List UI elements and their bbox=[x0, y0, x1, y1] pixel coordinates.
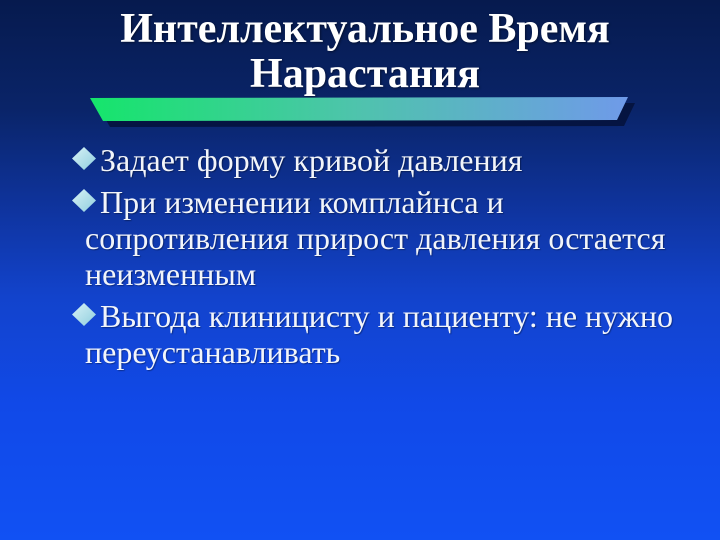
diamond-bullet-icon bbox=[72, 303, 96, 326]
bar-shape bbox=[90, 97, 628, 121]
bullet-item-1 bbox=[0, 142, 712, 178]
bullet-text-line: При изменении комплайнса и bbox=[100, 184, 504, 220]
bullet-text-line: переустанавливать bbox=[85, 334, 341, 370]
bullet-text-line: сопротивления прирост давления остается bbox=[85, 220, 666, 256]
slide-title bbox=[0, 7, 720, 97]
bullet-item-3 bbox=[0, 298, 712, 370]
slide-body bbox=[0, 142, 712, 376]
diamond-bullet-icon bbox=[72, 147, 96, 170]
bullet-text-line: Выгода клиницисту и пациенту: не нужно bbox=[100, 298, 673, 334]
bullet-item-2 bbox=[0, 184, 712, 292]
bullet-text-line: неизменным bbox=[85, 256, 257, 292]
slide-title-line-2: Нарастания bbox=[250, 51, 480, 97]
diamond-bullet-icon bbox=[72, 189, 96, 212]
bullet-text-line: Задает форму кривой давления bbox=[100, 142, 523, 178]
slide-title-line-1: Интеллектуальное Время bbox=[120, 6, 610, 52]
title-underline-gradient-bar bbox=[80, 90, 650, 135]
